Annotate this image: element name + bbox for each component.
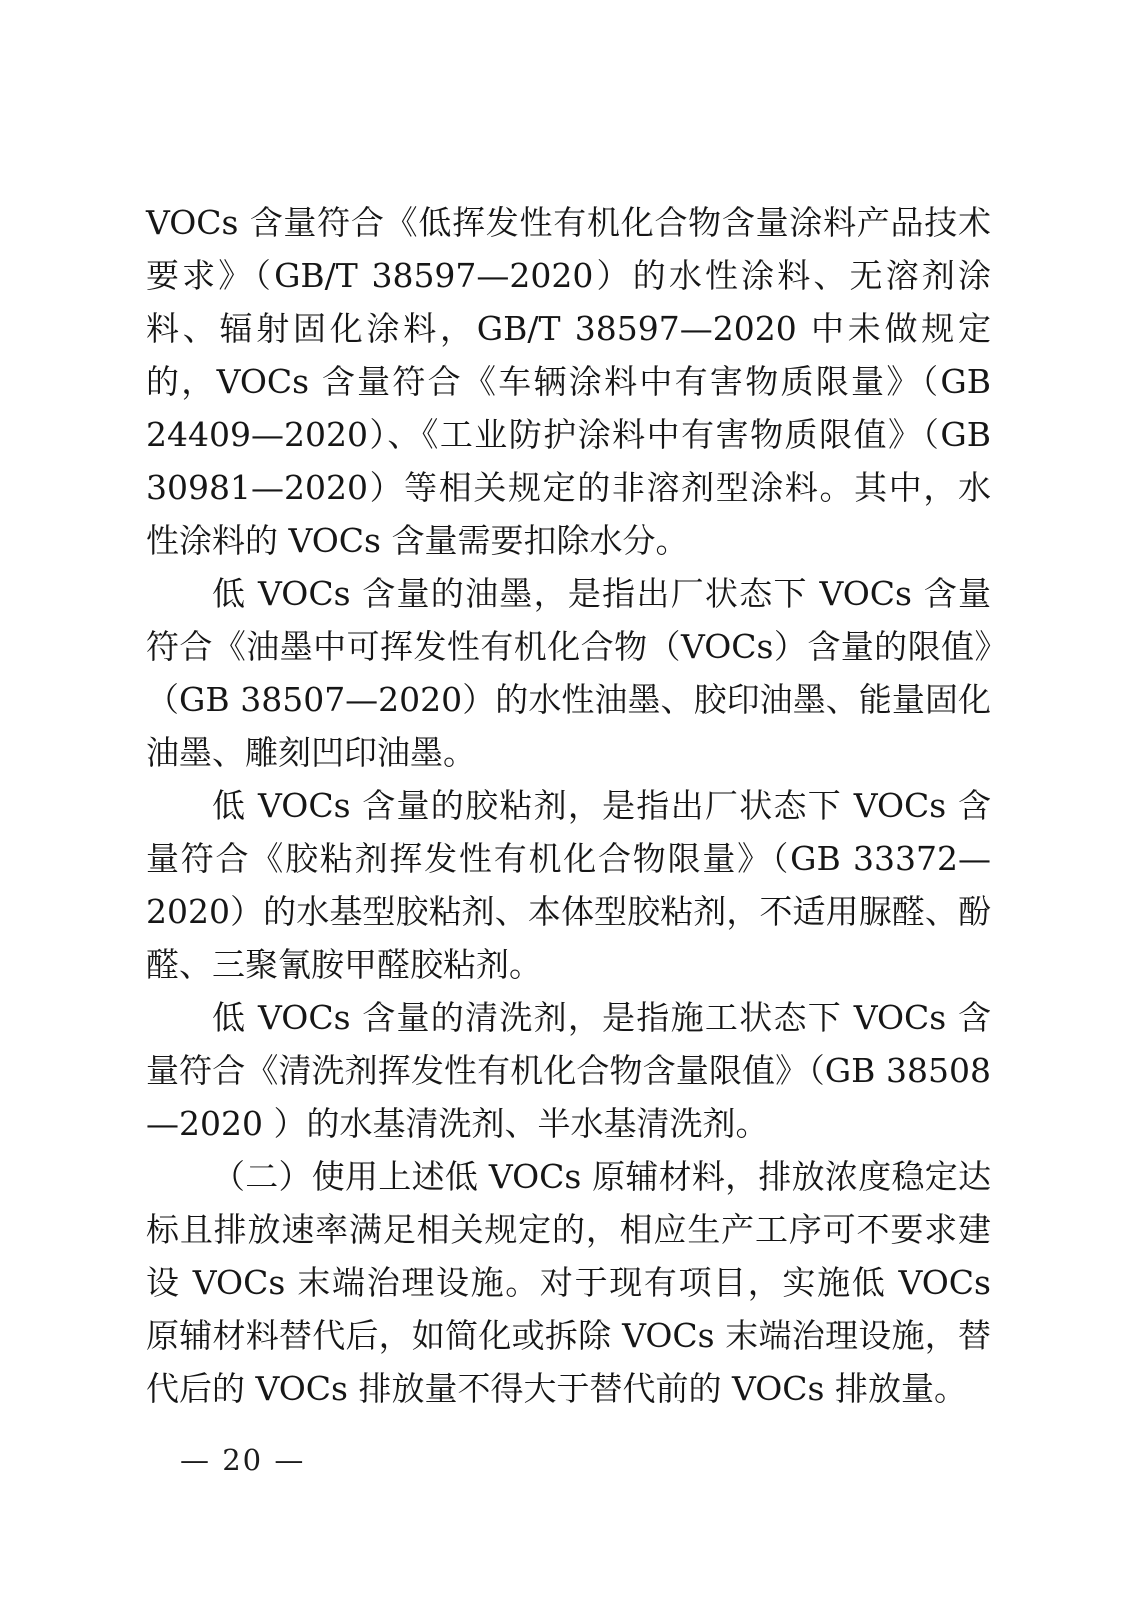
paragraph-low-vocs-cleaners: 低 VOCs 含量的清洗剂，是指施工状态下 VOCs 含量符合《清洗剂挥发性有机化合物含量限值》（GB 38508—2020 ）的水基清洗剂、半水基清洗剂。	[146, 998, 991, 1143]
paragraph-item-two-requirements: （二）使用上述低 VOCs 原辅材料，排放浓度稳定达标且排放速率满足相关规定的，相应生产工序可不要求建设 VOCs 末端治理设施。对于现有项目，实施低 VOCs 原辅材料替代后，如简化或拆除 VOCs 末端治理设施，替代后的 VOCs 排放量不得大于替代前的 VOCs 排放量。	[146, 1157, 991, 1408]
paragraph-low-vocs-coatings: VOCs 含量符合《低挥发性有机化合物含量涂料产品技术要求》（GB/T 38597—2020）的水性涂料、无溶剂涂料、辐射固化涂料，GB/T 38597—2020 中未做规定的，VOCs 含量符合《车辆涂料中有害物质限量》（GB 24409—2020）、《工业防护涂料中有害物质限值》（GB 30981—2020）等相关规定的非溶剂型涂料。其中，水性涂料的 VOCs 含量需要扣除水分。	[146, 203, 991, 560]
page-number: — 20 —	[180, 1443, 306, 1477]
paragraph-low-vocs-inks: 低 VOCs 含量的油墨，是指出厂状态下 VOCs 含量符合《油墨中可挥发性有机化合物（VOCs）含量的限值》（GB 38507—2020）的水性油墨、胶印油墨、能量固化油墨、雕刻凹印油墨。	[146, 574, 991, 772]
paragraph-low-vocs-adhesives: 低 VOCs 含量的胶粘剂，是指出厂状态下 VOCs 含量符合《胶粘剂挥发性有机化合物限量》（GB 33372—2020）的水基型胶粘剂、本体型胶粘剂，不适用脲醛、酚醛、三聚氰胺甲醛胶粘剂。	[146, 786, 991, 984]
document-body-text	[146, 196, 991, 1415]
